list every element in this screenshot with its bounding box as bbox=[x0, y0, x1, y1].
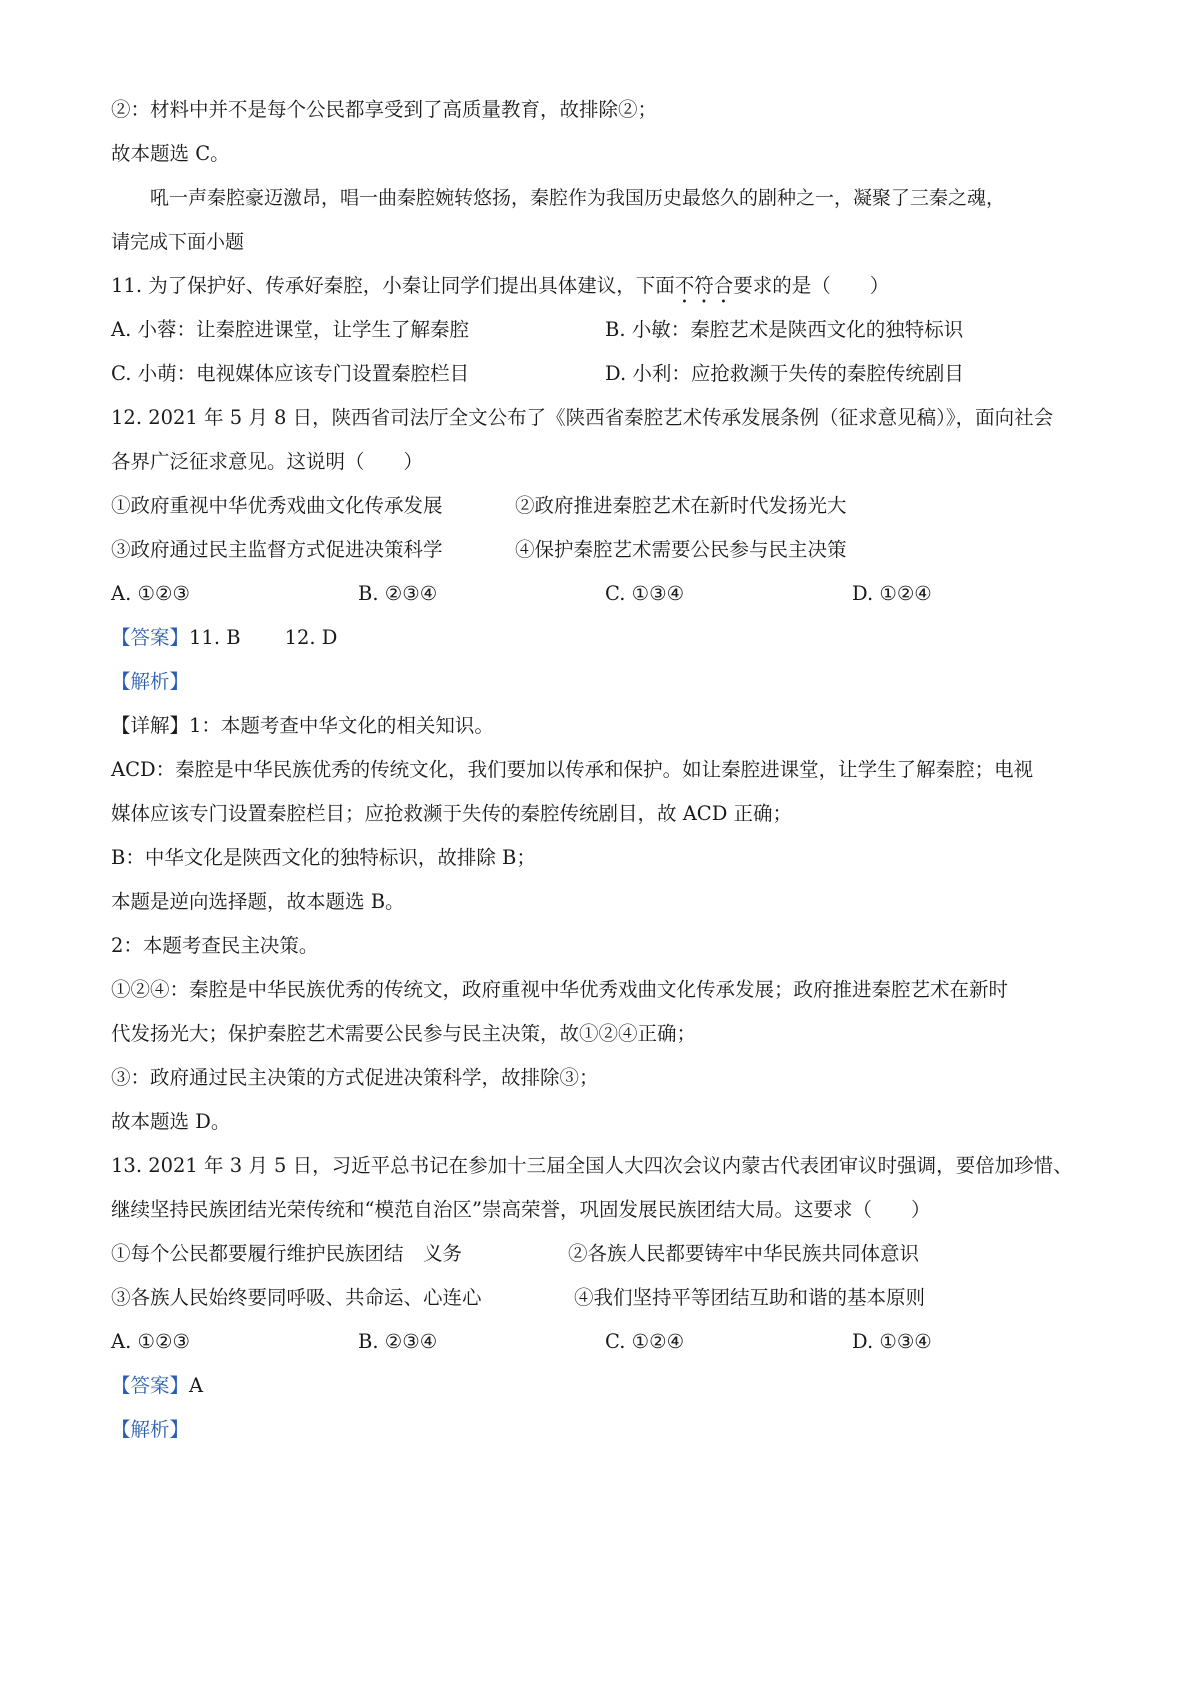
question-11-emphasis: 不符合 bbox=[674, 274, 734, 297]
question-13-statement-3: ③各族人民始终要同呼吸、共命运、心连心 bbox=[111, 1286, 482, 1309]
prev-explanation-line: ②：材料中并不是每个公民都享受到了高质量教育，故排除②； bbox=[111, 98, 658, 121]
question-11-option-b: B. 小敏：秦腔艺术是陕西文化的独特标识 bbox=[605, 318, 964, 341]
detail-line-8: 代发扬光大；保护秦腔艺术需要公民参与民主决策，故①②④正确； bbox=[111, 1022, 697, 1045]
detail-tag: 【详解】 bbox=[111, 714, 190, 737]
detail-line-5: 本题是逆向选择题，故本题选 B。 bbox=[111, 890, 405, 913]
answer-tag: 【答案】 bbox=[111, 626, 190, 649]
answer-12: 12. D bbox=[284, 626, 338, 649]
question-12-statement-2: ②政府推进秦腔艺术在新时代发扬光大 bbox=[515, 494, 847, 517]
detail-line-10: 故本题选 D。 bbox=[111, 1110, 231, 1133]
detail-line-7: ①②④：秦腔是中华民族优秀的传统文，政府重视中华优秀戏曲文化传承发展；政府推进秦腔艺术在新时 bbox=[111, 978, 1009, 1001]
question-12-stem-line-2: 各界广泛征求意见。这说明（ ） bbox=[111, 450, 424, 473]
question-13-option-a: A. ①②③ bbox=[111, 1330, 190, 1353]
question-11-stem-before: 11. 为了保护好、传承好秦腔，小秦让同学们提出具体建议，下面 bbox=[111, 274, 675, 297]
answer-tag-13: 【答案】 bbox=[111, 1374, 190, 1397]
question-11-stem bbox=[111, 273, 889, 308]
question-12-statement-4: ④保护秦腔艺术需要公民参与民主决策 bbox=[515, 538, 847, 561]
question-12-stem-line-1: 12. 2021 年 5 月 8 日，陕西省司法厅全文公布了《陕西省秦腔艺术传承发展条例（征求意见稿）》，面向社会 bbox=[111, 406, 1054, 429]
question-13-option-d: D. ①③④ bbox=[852, 1330, 932, 1353]
question-13-statement-1: ①每个公民都要履行维护民族团结 义务 bbox=[111, 1242, 463, 1265]
question-12-option-c: C. ①③④ bbox=[605, 582, 685, 605]
question-12-statement-3: ③政府通过民主监督方式促进决策科学 bbox=[111, 538, 443, 561]
detail-line-6: 2：本题考查民主决策。 bbox=[111, 934, 319, 957]
prev-conclusion-line: 故本题选 C。 bbox=[111, 142, 230, 165]
question-13-stem-line-2: 继续坚持民族团结光荣传统和“模范自治区”崇高荣誉，巩固发展民族团结大局。这要求（ ） bbox=[111, 1198, 931, 1221]
question-13-option-c: C. ①②④ bbox=[605, 1330, 685, 1353]
detail-line-3: 媒体应该专门设置秦腔栏目；应抢救濒于失传的秦腔传统剧目，故 ACD 正确； bbox=[111, 802, 793, 825]
question-13-statement-4: ④我们坚持平等团结互助和谐的基本原则 bbox=[574, 1286, 926, 1309]
detail-line-9: ③：政府通过民主决策的方式促进决策科学，故排除③； bbox=[111, 1066, 599, 1089]
question-11-option-a: A. 小蓉：让秦腔进课堂，让学生了解秦腔 bbox=[111, 318, 469, 341]
question-13-stem-line-1: 13. 2021 年 3 月 5 日，习近平总书记在参加十三届全国人大四次会议内蒙古代表团审议时强调，要倍加珍惜、 bbox=[111, 1154, 1073, 1177]
question-11-stem-after: 要求的是（ ） bbox=[733, 274, 890, 297]
question-11-option-c: C. 小萌：电视媒体应该专门设置秦腔栏目 bbox=[111, 362, 470, 385]
answer-block-11-12 bbox=[111, 625, 337, 651]
analysis-tag-13: 【解析】 bbox=[111, 1418, 190, 1441]
detail-line-4: B：中华文化是陕西文化的独特标识，故排除 B； bbox=[111, 846, 536, 869]
question-12-statement-1: ①政府重视中华优秀戏曲文化传承发展 bbox=[111, 494, 443, 517]
material-text-line-1: 吼一声秦腔豪迈激昂，唱一曲秦腔婉转悠扬，秦腔作为我国历史最悠久的剧种之一，凝聚了三秦之魂， bbox=[150, 187, 1006, 209]
answer-13: A bbox=[189, 1374, 204, 1397]
material-text-line-2: 请完成下面小题 bbox=[111, 231, 245, 253]
answer-block-13 bbox=[111, 1373, 203, 1399]
question-12-option-b: B. ②③④ bbox=[358, 582, 438, 605]
detail-text: 1：本题考查中华文化的相关知识。 bbox=[189, 714, 494, 737]
question-12-option-d: D. ①②④ bbox=[852, 582, 932, 605]
answer-11: 11. B bbox=[189, 626, 241, 649]
analysis-tag: 【解析】 bbox=[111, 670, 190, 693]
detail-line-1 bbox=[111, 713, 494, 739]
detail-line-2: ACD：秦腔是中华民族优秀的传统文化，我们要加以传承和保护。如让秦腔进课堂，让学生了解秦腔；电视 bbox=[111, 758, 1034, 781]
question-13-option-b: B. ②③④ bbox=[358, 1330, 438, 1353]
question-12-option-a: A. ①②③ bbox=[111, 582, 190, 605]
question-13-statement-2: ②各族人民都要铸牢中华民族共同体意识 bbox=[568, 1242, 920, 1265]
question-11-option-d: D. 小利：应抢救濒于失传的秦腔传统剧目 bbox=[605, 362, 964, 385]
